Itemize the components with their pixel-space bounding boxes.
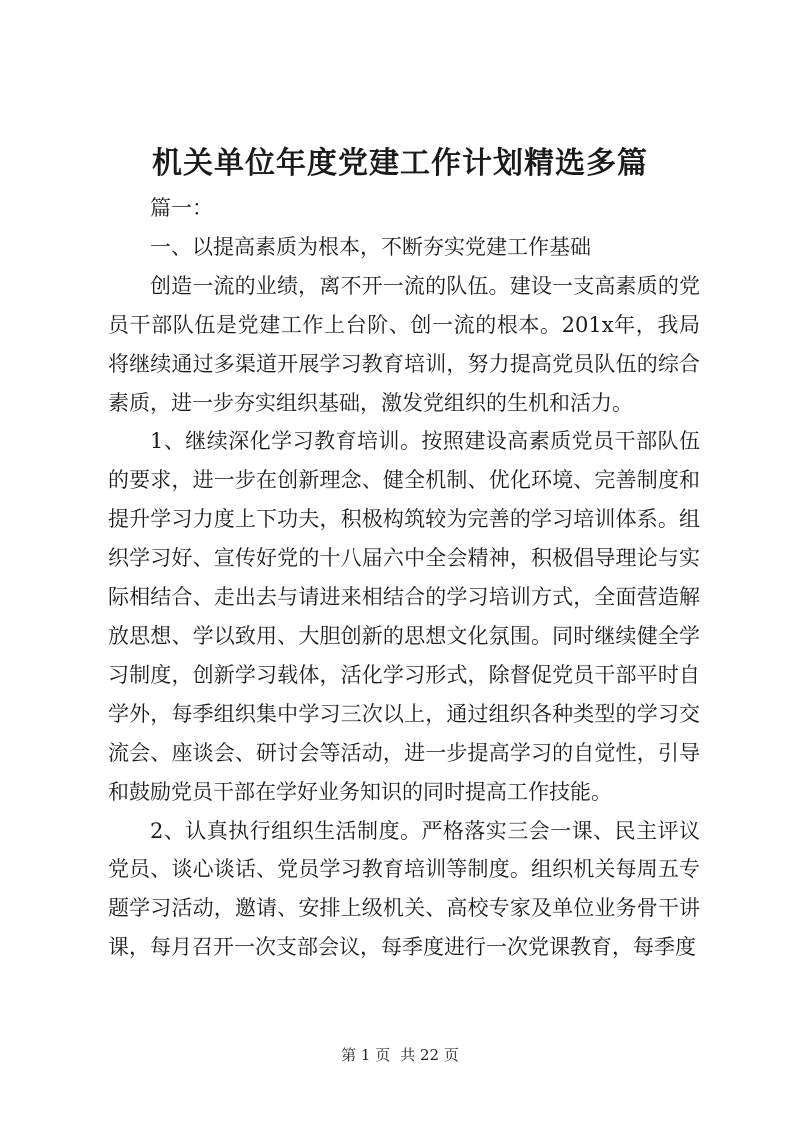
page-total: 共 22 页: [400, 1046, 459, 1064]
document-title: 机关单位年度党建工作计划精选多篇: [152, 146, 648, 181]
paragraph: 2、认真执行组织生活制度。严格落实三会一课、民主评议党员、谈心谈话、党员学习教育培训等制度。组织机关每周五专题学习活动，邀请、安排上级机关、高校专家及单位业务骨干讲课，每月召开一次支部会议，每季度进行一次党课教育，每季度: [108, 818, 700, 960]
page-footer: [0, 1044, 800, 1065]
document-body: [108, 189, 700, 967]
paragraph: 1、继续深化学习教育培训。按照建设高素质党员干部队伍的要求，进一步在创新理念、健全机制、优化环境、完善制度和提升学习力度上下功夫，积极构筑较为完善的学习培训体系。组织学习好、宣传好党的十八届六中全会精神，积极倡导理论与实际相结合、走出去与请进来相结合的学习培训方式，全面营造解放思想、学以致用、大胆创新的思想文化氛围。同时继续健全学习制度，创新学习载体，活化学习形式，除督促党员干部平时自学外，每季组织集中学习三次以上，通过组织各种类型的学习交流会、座谈会、研讨会等活动，进一步提高学习的自觉性，引导和鼓励党员干部在学好业务知识的同时提高工作技能。: [108, 429, 700, 804]
section-label: 篇一：: [150, 196, 213, 220]
section-heading: 一、以提高素质为根本，不断夯实党建工作基础: [150, 234, 591, 259]
paragraph: 创造一流的业绩，离不开一流的队伍。建设一支高素质的党员干部队伍是党建工作上台阶、创一流的根本。201x年，我局将继续通过多渠道开展学习教育培训，努力提高党员队伍的综合素质，进一步夯实组织基础，激发党组织的生机和活力。: [108, 273, 700, 415]
page-number: 第 1 页: [341, 1046, 391, 1064]
